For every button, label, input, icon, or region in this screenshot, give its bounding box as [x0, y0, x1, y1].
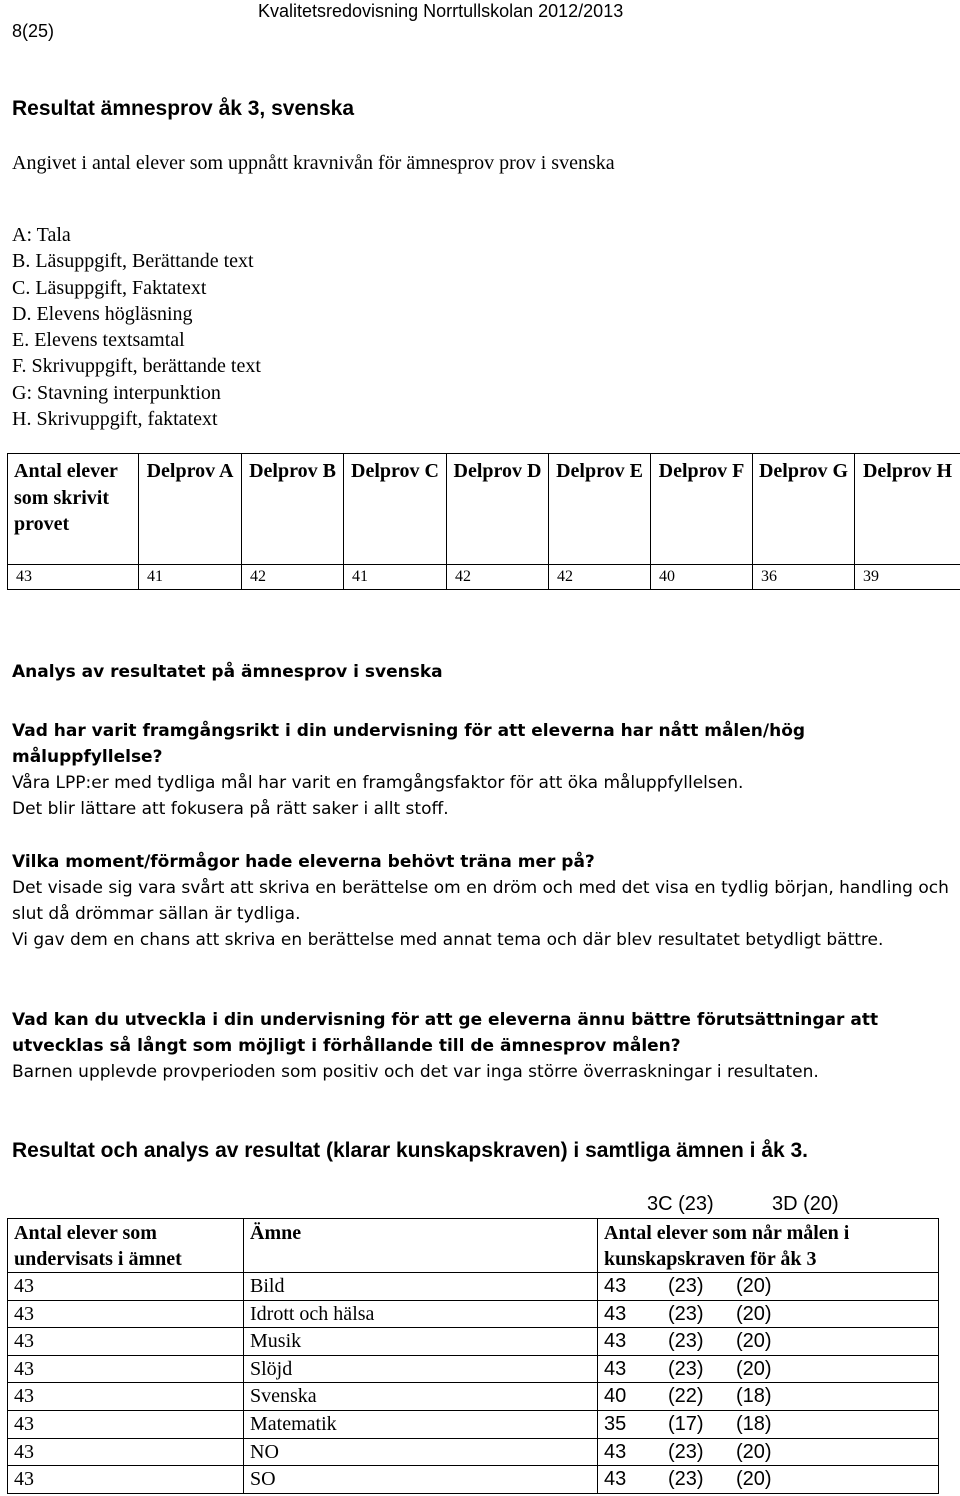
student-count-cell: 43	[8, 1355, 244, 1383]
legend-item: C. Läsuppgift, Faktatext	[12, 276, 207, 299]
table-cell: 40	[651, 565, 753, 590]
achieved-cell	[598, 1383, 939, 1411]
table-row	[8, 1328, 939, 1356]
table-cell: 36	[753, 565, 855, 590]
class-3d-value: (20)	[736, 1440, 772, 1463]
table-header-row	[8, 454, 960, 565]
table-header-cell: Delprov A	[139, 454, 242, 565]
analysis-q2-block	[12, 849, 952, 953]
table-row	[8, 1438, 939, 1466]
achieved-cell	[598, 1273, 939, 1301]
achieved-cell	[598, 1410, 939, 1438]
table-header-cell: Delprov C	[344, 454, 447, 565]
table-cell: 42	[242, 565, 344, 590]
section-title: Resultat ämnesprov åk 3, svenska	[12, 97, 355, 120]
student-count-cell: 43	[8, 1466, 244, 1494]
table-cell: 42	[549, 565, 651, 590]
analysis-title: Analys av resultatet på ämnesprov i svenska	[12, 662, 443, 682]
table-row	[8, 1273, 939, 1301]
class-3c-value: (23)	[668, 1330, 704, 1353]
legend-item: H. Skrivuppgift, faktatext	[12, 408, 218, 431]
class-3c-value: (17)	[668, 1412, 704, 1435]
table-header-cell: Delprov H	[855, 454, 960, 565]
class-label-3d: 3D (20)	[772, 1193, 839, 1215]
legend-item: D. Elevens högläsning	[12, 302, 193, 325]
class-3d-value: (20)	[736, 1302, 772, 1325]
class-3d-value: (20)	[736, 1357, 772, 1380]
student-count-cell: 43	[8, 1383, 244, 1411]
section2-title: Resultat och analys av resultat (klarar kunskapskraven) i samtliga ämnen i åk 3.	[12, 1139, 809, 1162]
results-table-svenska	[7, 453, 960, 590]
question-3: Vad kan du utveckla i din undervisning för att ge eleverna ännu bättre förutsättningar att utvecklas så långt som möjligt i förhållande till de ämnesprov målen?	[12, 1010, 879, 1056]
answer-1-line-2: Det blir lättare att fokusera på rätt saker i allt stoff.	[12, 799, 449, 819]
table-header-cell: Delprov D	[447, 454, 549, 565]
class-3c-value: (23)	[668, 1302, 704, 1325]
table-row	[8, 1300, 939, 1328]
class-3c-value: (23)	[668, 1357, 704, 1380]
achieved-cell	[598, 1300, 939, 1328]
achieved-cell	[598, 1438, 939, 1466]
total-value: 43	[604, 1357, 627, 1380]
answer-1-line-1: Våra LPP:er med tydliga mål har varit en framgångsfaktor för att öka måluppfyllelsen.	[12, 773, 744, 793]
class-3c-value: (23)	[668, 1275, 704, 1297]
table-header-cell: Antal elever som undervisats i ämnet	[8, 1219, 244, 1273]
subject-cell: SO	[244, 1466, 598, 1494]
legend-item: A: Tala	[12, 224, 71, 246]
legend-item: F. Skrivuppgift, berättande text	[12, 355, 261, 378]
table-header-cell: Delprov B	[242, 454, 344, 565]
table-cell: 39	[855, 565, 960, 590]
student-count-cell: 43	[8, 1273, 244, 1301]
total-value: 35	[604, 1412, 627, 1435]
student-count-cell: 43	[8, 1410, 244, 1438]
analysis-q1-block	[12, 718, 952, 822]
class-3c-value: (23)	[668, 1440, 704, 1463]
total-value: 43	[604, 1468, 627, 1491]
section-subtitle: Angivet i antal elever som uppnått kravnivån för ämnesprov prov i svenska	[12, 152, 615, 174]
table-header-cell: Ämne	[244, 1219, 598, 1273]
student-count-cell: 43	[8, 1300, 244, 1328]
subject-cell: Slöjd	[244, 1355, 598, 1383]
legend-item: G: Stavning interpunktion	[12, 381, 221, 404]
report-title: Kvalitetsredovisning Norrtullskolan 2012/2013	[258, 1, 624, 21]
answer-2-line-2: Vi gav dem en chans att skriva en berättelse med annat tema och där blev resultatet betydligt bättre.	[12, 930, 884, 950]
legend-item: B. Läsuppgift, Berättande text	[12, 250, 254, 273]
total-value: 43	[604, 1330, 627, 1353]
table-header-cell: Antal elever som når målen i kunskapskraven för åk 3	[598, 1219, 939, 1273]
subject-cell: Bild	[244, 1273, 598, 1301]
total-value: 43	[604, 1302, 627, 1325]
class-label-3c: 3C (23)	[647, 1193, 714, 1215]
class-3d-value: (18)	[736, 1385, 772, 1408]
achieved-cell	[598, 1466, 939, 1494]
table-header-row	[8, 1219, 939, 1273]
table-row	[8, 1383, 939, 1411]
table-row	[8, 1410, 939, 1438]
achieved-cell	[598, 1355, 939, 1383]
total-value: 40	[604, 1385, 627, 1408]
subject-cell: Matematik	[244, 1410, 598, 1438]
legend-item: E. Elevens textsamtal	[12, 329, 185, 352]
results-table-all-subjects	[7, 1218, 939, 1494]
table-header-cell: Delprov E	[549, 454, 651, 565]
subject-cell: Svenska	[244, 1383, 598, 1411]
student-count-cell: 43	[8, 1328, 244, 1356]
total-value: 43	[604, 1275, 627, 1297]
table-cell: 41	[344, 565, 447, 590]
table-row	[8, 565, 960, 590]
class-3d-value: (18)	[736, 1412, 772, 1435]
question-2: Vilka moment/förmågor hade eleverna behövt träna mer på?	[12, 852, 595, 872]
legend-list	[12, 222, 261, 432]
student-count-cell: 43	[8, 1438, 244, 1466]
table-header-cell: Delprov G	[753, 454, 855, 565]
page-number: 8(25)	[12, 21, 55, 41]
table-cell: 43	[8, 565, 139, 590]
class-3c-value: (23)	[668, 1468, 704, 1491]
analysis-q3-block	[12, 1007, 952, 1085]
total-value: 43	[604, 1440, 627, 1463]
class-3d-value: (20)	[736, 1468, 772, 1491]
subject-cell: Idrott och hälsa	[244, 1300, 598, 1328]
table-header-cell: Delprov F	[651, 454, 753, 565]
table-header-cell: Antal elever som skrivit provet	[8, 454, 139, 565]
table-cell: 41	[139, 565, 242, 590]
table-cell: 42	[447, 565, 549, 590]
subject-cell: Musik	[244, 1328, 598, 1356]
answer-2-line-1: Det visade sig vara svårt att skriva en berättelse om en dröm och med det visa en tydlig början, handling och slut då drömmar sällan är tydliga.	[12, 878, 949, 924]
subject-cell: NO	[244, 1438, 598, 1466]
class-3d-value: (20)	[736, 1275, 772, 1297]
achieved-cell	[598, 1328, 939, 1356]
table-row	[8, 1355, 939, 1383]
question-1: Vad har varit framgångsrikt i din undervisning för att eleverna har nått målen/hög måluppfyllelse?	[12, 721, 806, 767]
class-3c-value: (22)	[668, 1385, 704, 1408]
table-row	[8, 1466, 939, 1494]
answer-3: Barnen upplevde provperioden som positiv och det var inga större överraskningar i resultaten.	[12, 1062, 819, 1082]
class-3d-value: (20)	[736, 1330, 772, 1353]
